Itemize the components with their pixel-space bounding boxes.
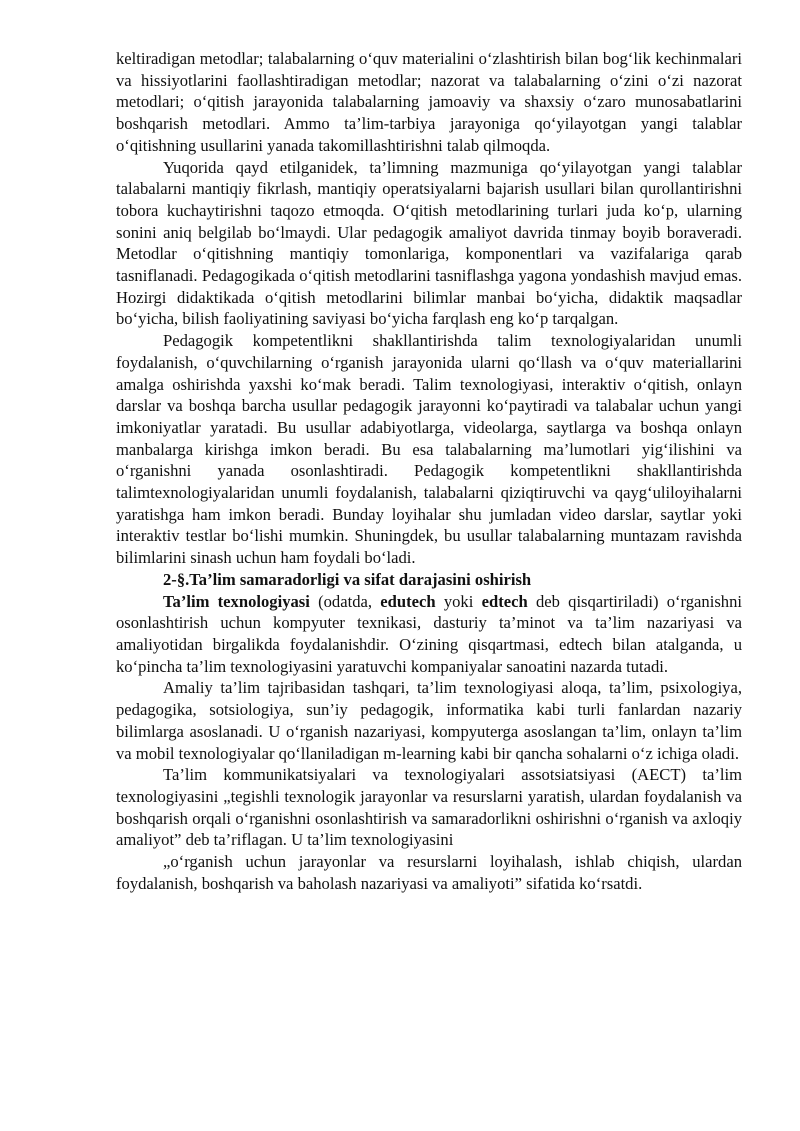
- paragraph: Ta’lim kommunikatsiyalari va texnologiyalari assotsiatsiyasi (AECT) ta’lim texnologiyasini „tegishli texnologik jarayonlar va resurslarni yaratish, ulardan foydalanish va boshqarish orqali o‘rganishni osonlashtirish va samaradorlikni oshirishni o‘rganish va axloqiy amaliyot” deb ta’riflagan. U ta’lim texnologiyasini: [116, 765, 742, 850]
- paragraph: Pedagogik kompetentlikni shakllantirishda talim texnologiyalaridan unumli foydalanish, o‘quvchilarning o‘rganish jarayonida ularni qo‘llash va o‘quv materiallarini amalga oshirishda yaxshi ko‘mak beradi. Talim texnologiyasi, interaktiv o‘qitish, onlayn darslar va boshqa barcha usullar pedagogik jarayonni ko‘paytiradi va talabalar uchun yangi imkoniyatlar yaratadi. Bu usullar adabiyotlarga, videolarga, saytlarga va boshqa onlayn manbalarga kirishga imkon beradi. Bu esa talabalarning ma’lumotlari yig‘ilishini va o‘rganishni yanada osonlashtiradi. Pedagogik kompetentlikni shakllantirishda talimtexnologiyalaridan unumli foydalanish, talabalarni qiziqtiruvchi va qayg‘uliloyihalarni yaratishga ham imkon beradi. Bunday loyihalar shu jumladan video darslar, saytlar yoki interaktiv testlar bo‘lishi mumkin. Shuningdek, bu usullar talabalarning muntazam ravishda bilimlarini sinash uchun ham foydali bo‘ladi.: [116, 331, 742, 568]
- paragraph-text: deb qisqartiriladi) o‘rganishni osonlashtirish uchun kompyuter texnikasi, dasturiy ta’minot va ta’lim nazariyasi va amaliyotidan birgalikda foydalanishdir. O‘zining qisqartmasi, edtech bilan atalganda, u ko‘pincha ta’lim texnologiyasini yaratuvchi kompaniyalar sanoatini nazarda tutadi.: [116, 591, 742, 676]
- bold-term: Ta’lim texnologiyasi: [163, 591, 310, 611]
- paragraph: Yuqorida qayd etilganidek, ta’limning mazmuniga qo‘yilayotgan yangi talablar talabalarni mantiqiy fikrlash, mantiqiy operatsiyalarni bajarish usullari bilan qurollantirishni tobora kuchaytirishni taqozo etmoqda. O‘qitish metodlarining turlari juda ko‘p, ularning sonini aniq belgilab bo‘lmaydi. Ular pedagogik amaliyot davrida tinmay boyib boraveradi. Metodlar o‘qitishning mantiqiy tomonlariga, komponentlari va vazifalariga qarab tasniflanadi. Pedagogikada o‘qitish metodlarini tasniflashga yagona yondashish mavjud emas. Hozirgi didaktikada o‘qitish metodlarini bilimlar manbai bo‘yicha, didaktik maqsadlar bo‘yicha, bilish faoliyatining saviyasi bo‘yicha farqlash eng ko‘p tarqalgan.: [116, 157, 742, 329]
- paragraph: [116, 591, 742, 678]
- document-page: [116, 48, 742, 894]
- bold-term: edutech: [380, 591, 436, 611]
- bold-term: edtech: [481, 591, 528, 611]
- paragraph: Amaliy ta’lim tajribasidan tashqari, ta’lim texnologiyasi aloqa, ta’lim, psixologiya, pedagogika, sotsiologiya, sun’iy pedagogik, informatika kabi turli fanlardan nazariy bilimlarga asoslanadi. U o‘rganish nazariyasi, kompyuterga asoslangan ta’lim, onlayn ta’lim va mobil texnologiyalar qo‘llaniladigan m-learning kabi bir qancha sohalarni o‘z ichiga oladi.: [116, 678, 742, 763]
- paragraph: keltiradigan metodlar; talabalarning o‘quv materialini o‘zlashtirish bilan bog‘lik kechinmalari va hissiyotlarini faollashtiradigan metodlar; nazorat va talabalarning o‘zini o‘zi nazorat metodlari; o‘qitish jarayonida talabalarning jamoaviy va shaxsiy o‘zaro munosabatlarini boshqarish metodlari. Ammo ta’lim-tarbiya jarayoniga qo‘yilayotgan yangi talablar o‘qitishning usullarini yanada takomillashtirishni talab qilmoqda.: [116, 49, 742, 155]
- paragraph-text: (odatda,: [309, 591, 381, 611]
- section-heading: 2-§.Ta’lim samaradorligi va sifat darajasini oshirish: [163, 569, 532, 589]
- paragraph: „o‘rganish uchun jarayonlar va resurslarni loyihalash, ishlab chiqish, ulardan foydalanish, boshqarish va baholash nazariyasi va amaliyoti” sifatida ko‘rsatdi.: [116, 852, 742, 893]
- paragraph-text: yoki: [435, 591, 482, 611]
